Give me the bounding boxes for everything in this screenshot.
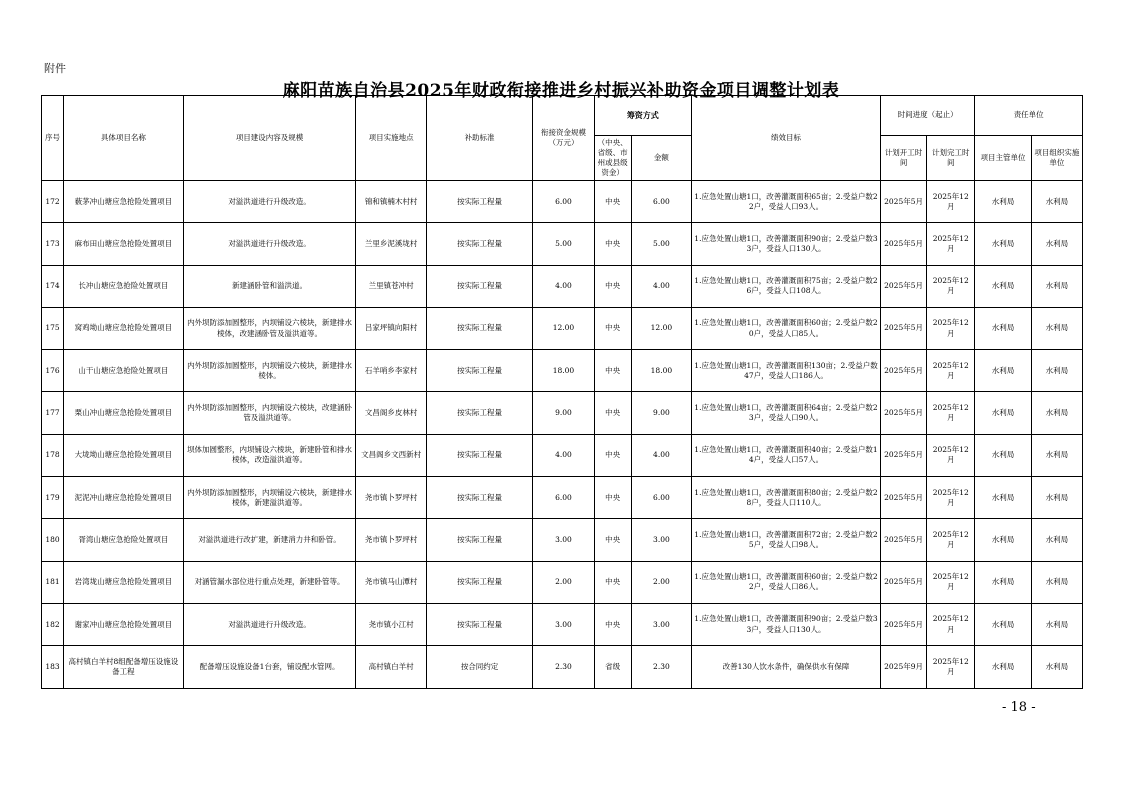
cell-location: 尧市镇卜罗坪村 bbox=[356, 477, 426, 519]
table-row bbox=[42, 223, 1083, 265]
table-row bbox=[42, 265, 1083, 307]
cell-dept: 水利局 bbox=[975, 434, 1031, 476]
page-title: 麻阳苗族自治县2025年财政衔接推进乡村振兴补助资金项目调整计划表 bbox=[282, 81, 840, 101]
cell-seq: 177 bbox=[42, 392, 64, 434]
cell-dept: 水利局 bbox=[975, 561, 1031, 603]
header-impl: 项目组织实施单位 bbox=[1031, 136, 1082, 181]
header-content: 项目建设内容及规模 bbox=[183, 96, 356, 181]
header-scale: 衔接资金规模（万元） bbox=[533, 96, 594, 181]
cell-scale: 2.30 bbox=[533, 646, 594, 688]
cell-project-name: 长冲山塘应急抢险处置项目 bbox=[64, 265, 184, 307]
cell-standard: 按实际工程量 bbox=[426, 392, 533, 434]
cell-dept: 水利局 bbox=[975, 519, 1031, 561]
cell-project-name: 岩湾垅山塘应急抢险处置项目 bbox=[64, 561, 184, 603]
header-project-name: 具体项目名称 bbox=[64, 96, 184, 181]
cell-content: 内外坝防添加圆整形，内坝铺设六棱块，新建排水棱体，改建涵卧管及溢洪道等。 bbox=[183, 307, 356, 349]
cell-impl: 水利局 bbox=[1031, 519, 1082, 561]
cell-impl: 水利局 bbox=[1031, 181, 1082, 223]
cell-amount: 6.00 bbox=[631, 477, 691, 519]
cell-seq: 174 bbox=[42, 265, 64, 307]
cell-scale: 5.00 bbox=[533, 223, 594, 265]
cell-location: 尧市镇小江村 bbox=[356, 603, 426, 645]
cell-scale: 9.00 bbox=[533, 392, 594, 434]
table-row bbox=[42, 477, 1083, 519]
table-row bbox=[42, 392, 1083, 434]
cell-location: 锦和镇楠木村村 bbox=[356, 181, 426, 223]
header-amount: 金额 bbox=[631, 136, 691, 181]
cell-performance: 1.应急处置山塘1口，改善灌溉面积65亩；2.受益户数22户，受益人口93人。 bbox=[692, 181, 881, 223]
cell-dept: 水利局 bbox=[975, 307, 1031, 349]
cell-performance: 1.应急处置山塘1口，改善灌溉面积90亩；2.受益户数33户，受益人口130人。 bbox=[692, 223, 881, 265]
cell-funding-source: 省级 bbox=[594, 646, 631, 688]
cell-impl: 水利局 bbox=[1031, 265, 1082, 307]
cell-dept: 水利局 bbox=[975, 181, 1031, 223]
cell-end-time: 2025年12月 bbox=[927, 307, 975, 349]
cell-start-time: 2025年5月 bbox=[880, 434, 926, 476]
cell-end-time: 2025年12月 bbox=[927, 181, 975, 223]
cell-project-name: 泥泥冲山塘应急抢险处置项目 bbox=[64, 477, 184, 519]
cell-project-name: 谢家冲山塘应急抢险处置项目 bbox=[64, 603, 184, 645]
cell-start-time: 2025年5月 bbox=[880, 265, 926, 307]
cell-standard: 按实际工程量 bbox=[426, 519, 533, 561]
cell-seq: 182 bbox=[42, 603, 64, 645]
cell-start-time: 2025年5月 bbox=[880, 350, 926, 392]
cell-content: 配备增压设施设备1台套，铺设配水管网。 bbox=[183, 646, 356, 688]
cell-dept: 水利局 bbox=[975, 603, 1031, 645]
cell-end-time: 2025年12月 bbox=[927, 434, 975, 476]
cell-performance: 1.应急处置山塘1口，改善灌溉面积64亩；2.受益户数23户，受益人口90人。 bbox=[692, 392, 881, 434]
cell-location: 尧市镇马山潭村 bbox=[356, 561, 426, 603]
cell-standard: 按实际工程量 bbox=[426, 477, 533, 519]
cell-location: 兰里乡泥溪垅村 bbox=[356, 223, 426, 265]
cell-location: 吕家坪镇向阳村 bbox=[356, 307, 426, 349]
cell-performance: 1.应急处置山塘1口，改善灌溉面积80亩；2.受益户数28户，受益人口110人。 bbox=[692, 477, 881, 519]
cell-location: 文昌阁乡文西新村 bbox=[356, 434, 426, 476]
cell-project-name: 胥湾山塘应急抢险处置项目 bbox=[64, 519, 184, 561]
cell-impl: 水利局 bbox=[1031, 392, 1082, 434]
cell-content: 对涵管漏水部位进行重点处理，新建卧管等。 bbox=[183, 561, 356, 603]
cell-performance: 1.应急处置山塘1口，改善灌溉面积72亩；2.受益户数25户，受益人口98人。 bbox=[692, 519, 881, 561]
cell-end-time: 2025年12月 bbox=[927, 561, 975, 603]
cell-performance: 1.应急处置山塘1口，改善灌溉面积60亩；2.受益户数22户，受益人口86人。 bbox=[692, 561, 881, 603]
cell-scale: 3.00 bbox=[533, 519, 594, 561]
cell-end-time: 2025年12月 bbox=[927, 519, 975, 561]
cell-scale: 4.00 bbox=[533, 265, 594, 307]
cell-standard: 按实际工程量 bbox=[426, 223, 533, 265]
page-number: - 18 - bbox=[1002, 700, 1036, 715]
cell-project-name: 山干山塘应急抢险处置项目 bbox=[64, 350, 184, 392]
cell-standard: 按实际工程量 bbox=[426, 265, 533, 307]
table-row bbox=[42, 307, 1083, 349]
cell-seq: 175 bbox=[42, 307, 64, 349]
cell-funding-source: 中央 bbox=[594, 181, 631, 223]
cell-scale: 2.00 bbox=[533, 561, 594, 603]
cell-standard: 按实际工程量 bbox=[426, 350, 533, 392]
cell-funding-source: 中央 bbox=[594, 265, 631, 307]
cell-seq: 173 bbox=[42, 223, 64, 265]
cell-seq: 179 bbox=[42, 477, 64, 519]
cell-seq: 183 bbox=[42, 646, 64, 688]
cell-start-time: 2025年5月 bbox=[880, 392, 926, 434]
cell-dept: 水利局 bbox=[975, 392, 1031, 434]
cell-seq: 178 bbox=[42, 434, 64, 476]
cell-amount: 4.00 bbox=[631, 434, 691, 476]
cell-funding-source: 中央 bbox=[594, 519, 631, 561]
cell-impl: 水利局 bbox=[1031, 561, 1082, 603]
cell-content: 新建涵卧管和溢洪道。 bbox=[183, 265, 356, 307]
cell-performance: 1.应急处置山塘1口，改善灌溉面积40亩；2.受益户数14户，受益人口57人。 bbox=[692, 434, 881, 476]
header-end-time: 计划完工时间 bbox=[927, 136, 975, 181]
cell-funding-source: 中央 bbox=[594, 350, 631, 392]
cell-scale: 18.00 bbox=[533, 350, 594, 392]
cell-seq: 180 bbox=[42, 519, 64, 561]
header-seq: 序号 bbox=[42, 96, 64, 181]
cell-funding-source: 中央 bbox=[594, 392, 631, 434]
cell-start-time: 2025年5月 bbox=[880, 181, 926, 223]
cell-dept: 水利局 bbox=[975, 477, 1031, 519]
cell-funding-source: 中央 bbox=[594, 603, 631, 645]
header-row-1 bbox=[42, 96, 1083, 136]
header-funding-source: （中央、省级、市州或县级资金） bbox=[594, 136, 631, 181]
cell-project-name: 高村镇白羊村8组配备增压设施设备工程 bbox=[64, 646, 184, 688]
cell-start-time: 2025年5月 bbox=[880, 477, 926, 519]
attachment-label: 附件 bbox=[44, 62, 66, 75]
cell-standard: 按实际工程量 bbox=[426, 434, 533, 476]
cell-end-time: 2025年12月 bbox=[927, 477, 975, 519]
cell-content: 内外坝防添加圆整形，内坝铺设六棱块，新建排水棱体。 bbox=[183, 350, 356, 392]
cell-content: 坝体加圆整形，内坝铺设六棱块，新建卧管和排水棱体，改造溢洪道等。 bbox=[183, 434, 356, 476]
cell-location: 兰里镇苍冲村 bbox=[356, 265, 426, 307]
cell-scale: 12.00 bbox=[533, 307, 594, 349]
cell-location: 高村镇白羊村 bbox=[356, 646, 426, 688]
table-row bbox=[42, 434, 1083, 476]
cell-dept: 水利局 bbox=[975, 646, 1031, 688]
header-performance: 绩效目标 bbox=[692, 96, 881, 181]
cell-impl: 水利局 bbox=[1031, 434, 1082, 476]
cell-start-time: 2025年5月 bbox=[880, 223, 926, 265]
project-plan-table bbox=[41, 95, 1083, 689]
header-start-time: 计划开工时间 bbox=[880, 136, 926, 181]
cell-start-time: 2025年9月 bbox=[880, 646, 926, 688]
cell-scale: 6.00 bbox=[533, 181, 594, 223]
cell-standard: 按实际工程量 bbox=[426, 181, 533, 223]
cell-funding-source: 中央 bbox=[594, 223, 631, 265]
cell-impl: 水利局 bbox=[1031, 307, 1082, 349]
header-location: 项目实施地点 bbox=[356, 96, 426, 181]
cell-end-time: 2025年12月 bbox=[927, 603, 975, 645]
cell-standard: 按实际工程量 bbox=[426, 307, 533, 349]
cell-scale: 6.00 bbox=[533, 477, 594, 519]
cell-seq: 181 bbox=[42, 561, 64, 603]
table-row bbox=[42, 561, 1083, 603]
cell-funding-source: 中央 bbox=[594, 561, 631, 603]
cell-performance: 1.应急处置山塘1口，改善灌溉面积90亩；2.受益户数33户，受益人口130人。 bbox=[692, 603, 881, 645]
cell-end-time: 2025年12月 bbox=[927, 646, 975, 688]
table-row bbox=[42, 603, 1083, 645]
header-standard: 补助标准 bbox=[426, 96, 533, 181]
table-row bbox=[42, 350, 1083, 392]
cell-scale: 4.00 bbox=[533, 434, 594, 476]
cell-amount: 3.00 bbox=[631, 603, 691, 645]
cell-dept: 水利局 bbox=[975, 223, 1031, 265]
cell-project-name: 窝鸡坳山塘应急抢险处置项目 bbox=[64, 307, 184, 349]
cell-start-time: 2025年5月 bbox=[880, 307, 926, 349]
cell-performance: 1.应急处置山塘1口，改善灌溉面积60亩；2.受益户数20户，受益人口85人。 bbox=[692, 307, 881, 349]
cell-start-time: 2025年5月 bbox=[880, 603, 926, 645]
cell-location: 尧市镇卜罗坪村 bbox=[356, 519, 426, 561]
cell-funding-source: 中央 bbox=[594, 434, 631, 476]
cell-start-time: 2025年5月 bbox=[880, 519, 926, 561]
header-dept: 项目主管单位 bbox=[975, 136, 1031, 181]
cell-performance: 改善130人饮水条件，确保供水有保障 bbox=[692, 646, 881, 688]
cell-impl: 水利局 bbox=[1031, 350, 1082, 392]
cell-end-time: 2025年12月 bbox=[927, 350, 975, 392]
cell-content: 对溢洪道进行改扩建，新建消力井和卧管。 bbox=[183, 519, 356, 561]
cell-standard: 按实际工程量 bbox=[426, 603, 533, 645]
cell-end-time: 2025年12月 bbox=[927, 392, 975, 434]
cell-project-name: 栗山冲山塘应急抢险处置项目 bbox=[64, 392, 184, 434]
cell-amount: 2.30 bbox=[631, 646, 691, 688]
cell-impl: 水利局 bbox=[1031, 477, 1082, 519]
cell-funding-source: 中央 bbox=[594, 307, 631, 349]
cell-amount: 4.00 bbox=[631, 265, 691, 307]
cell-seq: 172 bbox=[42, 181, 64, 223]
cell-project-name: 薮茅冲山塘应急抢险处置项目 bbox=[64, 181, 184, 223]
cell-location: 石羊哨乡李家村 bbox=[356, 350, 426, 392]
cell-dept: 水利局 bbox=[975, 265, 1031, 307]
cell-impl: 水利局 bbox=[1031, 223, 1082, 265]
cell-end-time: 2025年12月 bbox=[927, 265, 975, 307]
cell-performance: 1.应急处置山塘1口，改善灌溉面积130亩；2.受益户数47户，受益人口186人。 bbox=[692, 350, 881, 392]
cell-content: 内外坝防添加圆整形，内坝铺设六棱块，新建排水棱体，新建溢洪道等。 bbox=[183, 477, 356, 519]
cell-content: 对溢洪道进行升级改造。 bbox=[183, 181, 356, 223]
cell-amount: 18.00 bbox=[631, 350, 691, 392]
cell-impl: 水利局 bbox=[1031, 603, 1082, 645]
cell-standard: 按实际工程量 bbox=[426, 561, 533, 603]
table-body bbox=[42, 181, 1083, 689]
cell-impl: 水利局 bbox=[1031, 646, 1082, 688]
cell-content: 对溢洪道进行升级改造。 bbox=[183, 603, 356, 645]
cell-project-name: 大垅坳山塘应急抢险处置项目 bbox=[64, 434, 184, 476]
cell-dept: 水利局 bbox=[975, 350, 1031, 392]
header-funding-method: 筹资方式 bbox=[594, 96, 691, 136]
cell-amount: 6.00 bbox=[631, 181, 691, 223]
cell-amount: 9.00 bbox=[631, 392, 691, 434]
header-responsible: 责任单位 bbox=[975, 96, 1083, 136]
cell-standard: 按合同约定 bbox=[426, 646, 533, 688]
table-row bbox=[42, 646, 1083, 688]
cell-performance: 1.应急处置山塘1口，改善灌溉面积75亩；2.受益户数26户，受益人口108人。 bbox=[692, 265, 881, 307]
cell-amount: 12.00 bbox=[631, 307, 691, 349]
table-row bbox=[42, 519, 1083, 561]
cell-end-time: 2025年12月 bbox=[927, 223, 975, 265]
cell-content: 对溢洪道进行升级改造。 bbox=[183, 223, 356, 265]
cell-content: 内外坝防添加圆整形，内坝铺设六棱块，改建涵卧管及溢洪道等。 bbox=[183, 392, 356, 434]
cell-seq: 176 bbox=[42, 350, 64, 392]
cell-amount: 2.00 bbox=[631, 561, 691, 603]
cell-project-name: 麻布田山塘应急抢险处置项目 bbox=[64, 223, 184, 265]
cell-amount: 5.00 bbox=[631, 223, 691, 265]
cell-scale: 3.00 bbox=[533, 603, 594, 645]
cell-start-time: 2025年5月 bbox=[880, 561, 926, 603]
header-schedule: 时间进度（起止） bbox=[880, 96, 974, 136]
cell-funding-source: 中央 bbox=[594, 477, 631, 519]
table-row bbox=[42, 181, 1083, 223]
cell-location: 文昌阁乡皮林村 bbox=[356, 392, 426, 434]
cell-amount: 3.00 bbox=[631, 519, 691, 561]
